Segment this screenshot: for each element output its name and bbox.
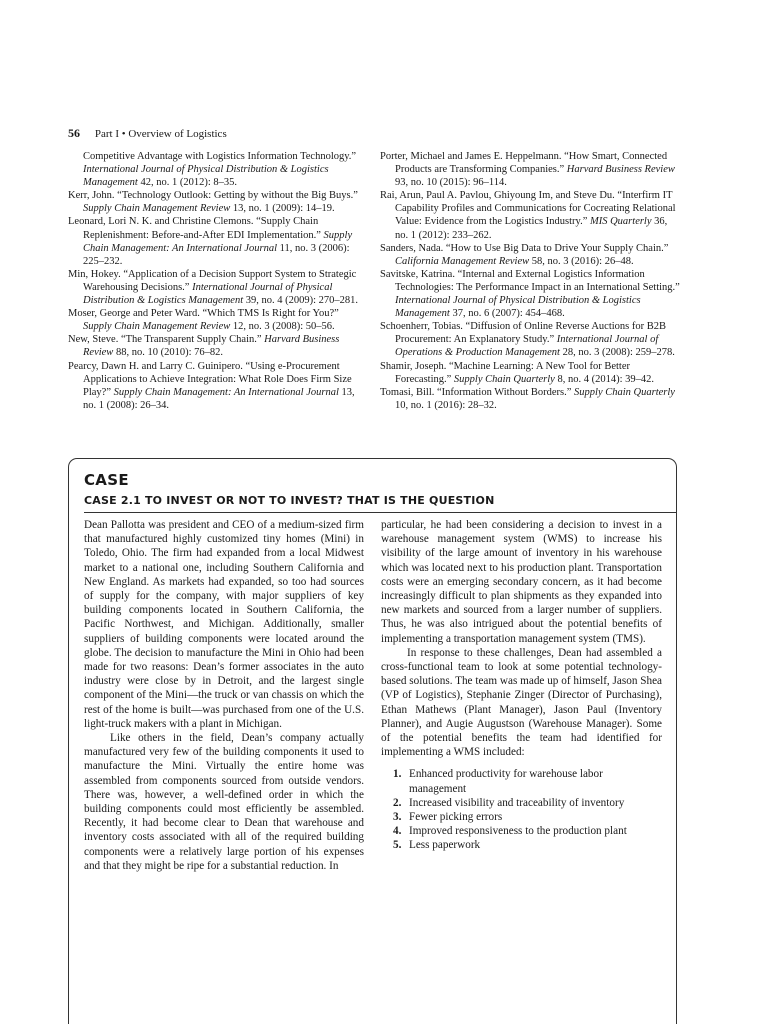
reference-entry: Kerr, John. “Technology Outlook: Getting by without the Big Buys.” Supply Chain Management Review 13, no. 1 (2009): 14–19.: [68, 190, 358, 215]
reference-entry: Moser, George and Peter Ward. “Which TMS Is Right for You?” Supply Chain Management Review 12, no. 3 (2008): 50–56.: [68, 308, 339, 333]
benefits-list: [381, 767, 662, 852]
reference-entry: Competitive Advantage with Logistics Information Technology.” International Journal of Physical Distribution & Logistics Management 42, no. 1 (2012): 8–35.: [83, 151, 357, 189]
reference-entry: Savitske, Katrina. “Internal and External Logistics Information Technologies: The Performance Impact in an International Setting.” International Journal of Physical Distribution & Logistics Management 37, no. 6 (2007): 454–468.: [380, 268, 680, 320]
running-head: Part I • Overview of Logistics: [94, 128, 227, 140]
benefit-item: 3. Fewer picking errors: [393, 811, 503, 824]
case-paragraph: Dean Pallotta was president and CEO of a medium-sized firm that manufactured highly customized tiny homes (Mini) in Toledo, Ohio. The firm had expanded from a local Midwest market to a national one, including Southern California and New England. As markets had expanded, so too had sources of supply for the company, with major suppliers of key building components located in Southern California, the Pacific Northwest, and Michigan. Additionally, smaller suppliers of building components were located around the globe. The decision to manufacture the Mini in Ohio had been made for two reasons: Dean’s former associates in the auto industry were close by in Detroit, and the largest single component of the Mini—the truck or van chassis on which the rest of the home is built—was purchased from one of the U.S. light-truck makers with a plant in Michigan.: [84, 519, 364, 730]
reference-entry: Porter, Michael and James E. Heppelmann. “How Smart, Connected Products are Transforming Companies.” Harvard Business Review 93, no. 10 (2015): 96–114.: [380, 151, 675, 189]
case-label: CASE: [84, 471, 129, 489]
page-header: [68, 126, 688, 141]
reference-entry: Tomasi, Bill. “Information Without Borders.” Supply Chain Quarterly 10, no. 1 (2016): 28–32.: [380, 386, 675, 411]
reference-entry: Min, Hokey. “Application of a Decision Support System to Strategic Warehousing Decisions.” International Journal of Physical Distribution & Logistics Management 39, no. 4 (2009): 270–281.: [68, 268, 359, 307]
reference-entry: Rai, Arun, Paul A. Pavlou, Ghiyoung Im, and Steve Du. “Interfirm IT Capability Profiles and Communications for Cocreating Relational Value: Evidence from the Logistics Industry.” MIS Quarterly 36, no. 1 (2012): 233–262.: [380, 190, 676, 241]
reference-entry: New, Steve. “The Transparent Supply Chain.” Harvard Business Review 88, no. 10 (2010): 76–82.: [68, 334, 340, 359]
case-body-left-column: [84, 518, 364, 873]
reference-entry: Leonard, Lori N. K. and Christine Clemons. “Supply Chain Replenishment: Before-and-After EDI Implementation.” Supply Chain Management: An International Journal 11, no. 3 (2006): 225–232.: [68, 216, 353, 267]
reference-entry: Schoenherr, Tobias. “Diffusion of Online Reverse Auctions for B2B Procurement: An Explanatory Study.” International Journal of Operations & Production Management 28, no. 3 (2008): 259–278.: [380, 321, 675, 359]
benefit-item: 2. Increased visibility and traceability of inventory: [393, 796, 625, 809]
benefit-item: 4. Improved responsiveness to the production plant: [393, 825, 627, 838]
case-body-right-column: [381, 518, 662, 853]
page-number: 56: [68, 126, 80, 140]
case-paragraph: Like others in the field, Dean’s company actually manufactured very few of the building components it used to manufacture the Mini. Virtually the entire home was assembled from components sourced from outside vendors. There was, however, a well-defined order in which the building components could most efficiently be assembled. Recently, it had become clear to Dean that warehouse and inventory costs associated with all of the required building components were a relatively large portion of his expenses and that they might be ripe for a substantial reduction. In: [84, 732, 364, 872]
benefit-item: 5. Less paperwork: [393, 839, 481, 852]
case-title: CASE 2.1 TO INVEST OR NOT TO INVEST? THAT IS THE QUESTION: [84, 494, 495, 507]
reference-entry: Shamir, Joseph. “Machine Learning: A New Tool for Better Forecasting.” Supply Chain Quarterly 8, no. 4 (2014): 39–42.: [380, 360, 654, 385]
references-right-column: [380, 150, 680, 412]
reference-entry: Pearcy, Dawn H. and Larry C. Guinipero. “Using e-Procurement Applications to Achieve Integration: What Role Does Firm Size Play?” Supply Chain Management: An International Journal 13, no. 1 (2008): 26–34.: [68, 360, 355, 411]
references-left-column: [68, 150, 364, 412]
case-paragraph: particular, he had been considering a decision to invest in a warehouse management system (WMS) to increase his visibility of the large amount of inventory in his warehouse which was located next to his production plant. Transportation costs were an emerging secondary concern, as it had become increasingly difficult to plan shipments as they expanded into new markets and sourced from a larger number of suppliers. Thus, he was also intrigued about the potential benefits of implementing a transportation management system (TMS).: [381, 519, 662, 645]
reference-entry: Sanders, Nada. “How to Use Big Data to Drive Your Supply Chain.” California Management Review 58, no. 3 (2016): 26–48.: [380, 242, 669, 267]
benefit-item: 1. Enhanced productivity for warehouse labor management: [393, 768, 603, 795]
case-title-rule: [84, 512, 676, 513]
case-paragraph: In response to these challenges, Dean had assembled a cross-functional team to look at some potential technology-based solutions. The team was made up of himself, Jason Shea (VP of Logistics), Stephanie Zinger (Director of Purchasing), Ethan Mathews (Plant Manager), Jason Paul (Inventory Planner), and Augie Augustson (Warehouse Manager). Some of the potential benefits the team had identified for implementing a WMS included:: [381, 646, 662, 759]
